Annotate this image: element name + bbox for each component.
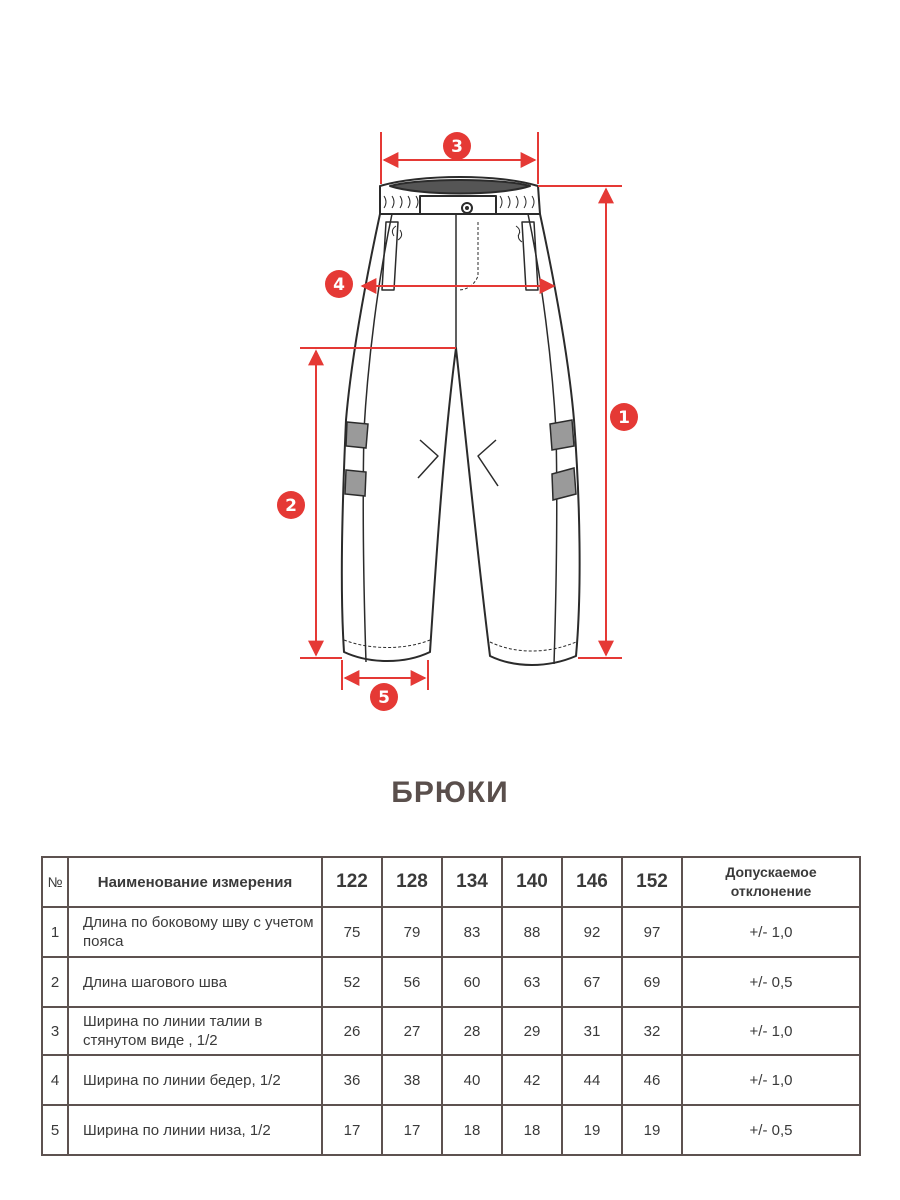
row-tolerance: +/- 0,5 <box>682 957 860 1007</box>
row-value: 79 <box>382 907 442 957</box>
row-value: 19 <box>622 1105 682 1155</box>
row-num: 5 <box>42 1105 68 1155</box>
header-tolerance <box>682 857 860 907</box>
marker-2 <box>277 491 305 519</box>
row-value: 18 <box>442 1105 502 1155</box>
row-tolerance: +/- 1,0 <box>682 1007 860 1055</box>
row-tolerance: +/- 0,5 <box>682 1105 860 1155</box>
page-title: БРЮКИ <box>391 776 509 809</box>
row-value: 97 <box>622 907 682 957</box>
row-value: 69 <box>622 957 682 1007</box>
row-value: 38 <box>382 1055 442 1105</box>
row-value: 36 <box>322 1055 382 1105</box>
marker-1-label: 1 <box>618 408 630 428</box>
table-row <box>42 907 860 957</box>
row-value: 26 <box>322 1007 382 1055</box>
table-row <box>42 957 860 1007</box>
header-name: Наименование измерения <box>68 857 322 907</box>
pants-outline <box>342 177 580 665</box>
row-value: 18 <box>502 1105 562 1155</box>
row-value: 27 <box>382 1007 442 1055</box>
row-name: Длина по боковому шву с учетом пояса <box>68 907 322 957</box>
row-value: 52 <box>322 957 382 1007</box>
row-value: 31 <box>562 1007 622 1055</box>
table-row <box>42 1007 860 1055</box>
row-name: Ширина по линии бедер, 1/2 <box>68 1055 322 1105</box>
row-tolerance: +/- 1,0 <box>682 907 860 957</box>
row-num: 4 <box>42 1055 68 1105</box>
row-num: 2 <box>42 957 68 1007</box>
marker-2-label: 2 <box>285 496 297 516</box>
row-value: 83 <box>442 907 502 957</box>
row-value: 56 <box>382 957 442 1007</box>
row-name: Ширина по линии талии в стянутом виде , 1/2 <box>68 1007 322 1055</box>
marker-4-label: 4 <box>333 275 345 295</box>
row-value: 17 <box>382 1105 442 1155</box>
row-value: 29 <box>502 1007 562 1055</box>
table-row <box>42 1105 860 1155</box>
row-value: 92 <box>562 907 622 957</box>
header-tolerance-line1: Допускаемое <box>725 864 817 880</box>
row-tolerance: +/- 1,0 <box>682 1055 860 1105</box>
marker-4 <box>325 270 353 298</box>
header-size-140: 140 <box>502 857 562 907</box>
marker-1 <box>610 403 638 431</box>
size-table <box>41 856 861 1156</box>
row-value: 60 <box>442 957 502 1007</box>
header-tolerance-line2: отклонение <box>730 883 812 899</box>
marker-3 <box>443 132 471 160</box>
row-value: 42 <box>502 1055 562 1105</box>
header-size-152: 152 <box>622 857 682 907</box>
header-num: № <box>42 857 68 907</box>
header-size-128: 128 <box>382 857 442 907</box>
row-value: 75 <box>322 907 382 957</box>
row-value: 40 <box>442 1055 502 1105</box>
row-num: 3 <box>42 1007 68 1055</box>
row-value: 67 <box>562 957 622 1007</box>
marker-5-label: 5 <box>378 688 390 708</box>
row-value: 46 <box>622 1055 682 1105</box>
row-value: 19 <box>562 1105 622 1155</box>
row-value: 88 <box>502 907 562 957</box>
marker-5 <box>370 683 398 711</box>
header-size-122: 122 <box>322 857 382 907</box>
row-value: 63 <box>502 957 562 1007</box>
table-header-row <box>42 857 860 907</box>
row-value: 17 <box>322 1105 382 1155</box>
table-row <box>42 1055 860 1105</box>
header-size-146: 146 <box>562 857 622 907</box>
row-value: 28 <box>442 1007 502 1055</box>
row-name: Длина шагового шва <box>68 957 322 1007</box>
row-name: Ширина по линии низа, 1/2 <box>68 1105 322 1155</box>
row-num: 1 <box>42 907 68 957</box>
row-value: 44 <box>562 1055 622 1105</box>
header-size-134: 134 <box>442 857 502 907</box>
row-value: 32 <box>622 1007 682 1055</box>
marker-3-label: 3 <box>451 137 463 157</box>
